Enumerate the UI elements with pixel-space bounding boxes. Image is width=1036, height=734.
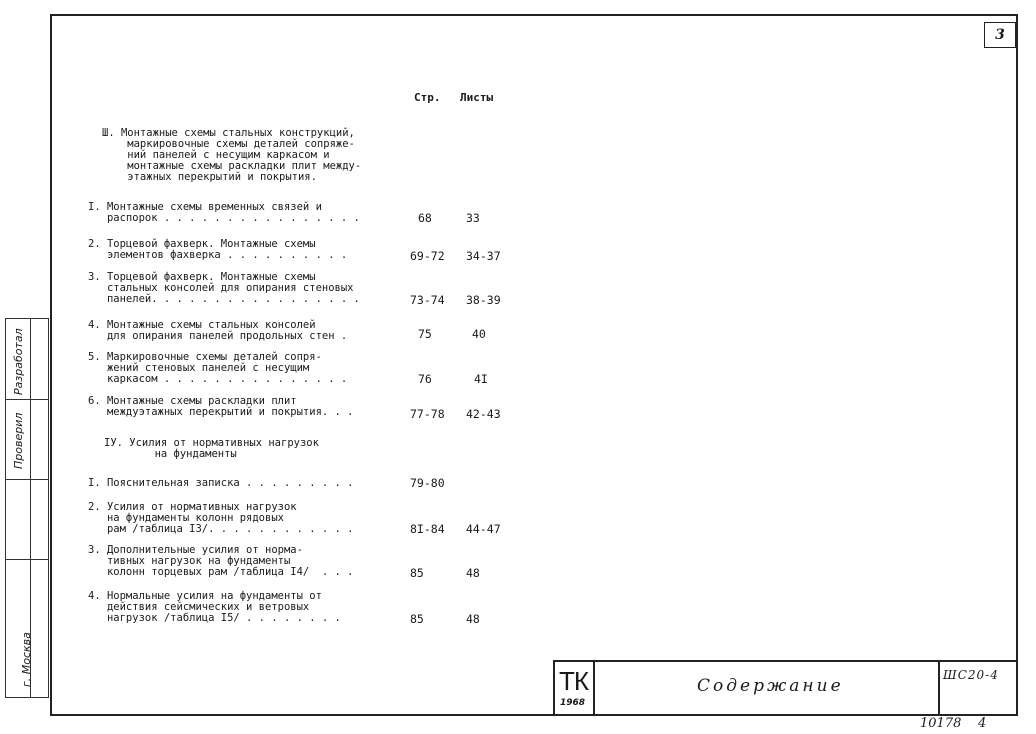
side-stamp <box>5 318 49 698</box>
tk-year: 1968 <box>560 698 586 708</box>
toc-sheets: 4I <box>474 372 488 386</box>
toc-entry: 2. Торцевой фахверк. Монтажные схемы элементов фахверка . . . . . . . . . . <box>88 238 348 261</box>
sheet-number: 4 <box>978 716 987 731</box>
toc-pages: 68 <box>418 211 432 225</box>
toc-pages: 85 <box>410 566 424 580</box>
toc-sheets: 40 <box>472 327 486 341</box>
toc-entry: I. Монтажные схемы временных связей и распорок . . . . . . . . . . . . . . . . <box>88 201 360 224</box>
toc-pages: 75 <box>418 327 432 341</box>
page-number-box: 3 <box>984 22 1016 48</box>
toc-sheets: 34-37 <box>466 249 501 263</box>
toc-sheets: 48 <box>466 566 480 580</box>
header-sheets: Листы <box>460 91 494 104</box>
section-3-title: Ш. Монтажные схемы стальных конструкций, маркировочные схемы деталей сопряже- ний панелей с несущим каркасом и монтажные схемы раскладки плит между- этажных перекрытий и покрытия. <box>102 127 362 183</box>
toc-sheets: 48 <box>466 612 480 626</box>
toc-pages: 73-74 <box>410 293 445 307</box>
toc-pages: 76 <box>418 372 432 386</box>
toc-entry: 2. Усилия от нормативных нагрузок на фундаменты колонн рядовых рам /таблица I3/. . . . . . . . . . . . <box>88 501 354 535</box>
document-title: Содержание <box>697 676 844 696</box>
toc-entry: 4. Монтажные схемы стальных консолей для опирания панелей продольных стен . <box>88 319 348 342</box>
toc-entry: 5. Маркировочные схемы деталей сопря- жений стеновых панелей с несущим каркасом . . . . . . . . . . . . . . . <box>88 351 348 385</box>
toc-entry: 3. Торцевой фахверк. Монтажные схемы стальных консолей для опирания стеновых панелей. . . . . . . . . . . . . . . . . <box>88 271 360 305</box>
document-code: ШС20-4 <box>943 668 999 682</box>
toc-pages: 77-78 <box>410 407 445 421</box>
inventory-number: 10178 <box>920 716 962 731</box>
toc-pages: 85 <box>410 612 424 626</box>
toc-sheets: 44-47 <box>466 522 501 536</box>
toc-pages: 79-80 <box>410 476 445 490</box>
stamp-city: г. Москва <box>20 632 33 687</box>
toc-entry: 4. Нормальные усилия на фундаменты от действия сейсмических и ветровых нагрузок /таблица I5/ . . . . . . . . <box>88 590 341 624</box>
toc-entry: 6. Монтажные схемы раскладки плит междуэтажных перекрытий и покрытия. . . <box>88 395 354 418</box>
header-pages: Стр. <box>414 91 441 104</box>
toc-entry: I. Пояснительная записка . . . . . . . . . <box>88 477 354 489</box>
title-block <box>553 660 1018 716</box>
section-4-title: IУ. Усилия от нормативных нагрузок на фундаменты <box>104 437 319 460</box>
stamp-label-developer: Разработал <box>12 328 25 395</box>
toc-pages: 8I-84 <box>410 522 445 536</box>
toc-pages: 69-72 <box>410 249 445 263</box>
stamp-label-checker: Проверил <box>12 412 25 469</box>
toc-sheets: 38-39 <box>466 293 501 307</box>
toc-sheets: 42-43 <box>466 407 501 421</box>
toc-sheets: 33 <box>466 211 480 225</box>
tk-mark: ТК <box>559 666 589 696</box>
toc-entry: 3. Дополнительные усилия от норма- тивных нагрузок на фундаменты колонн торцевых рам /таблица I4/ . . . <box>88 544 354 578</box>
